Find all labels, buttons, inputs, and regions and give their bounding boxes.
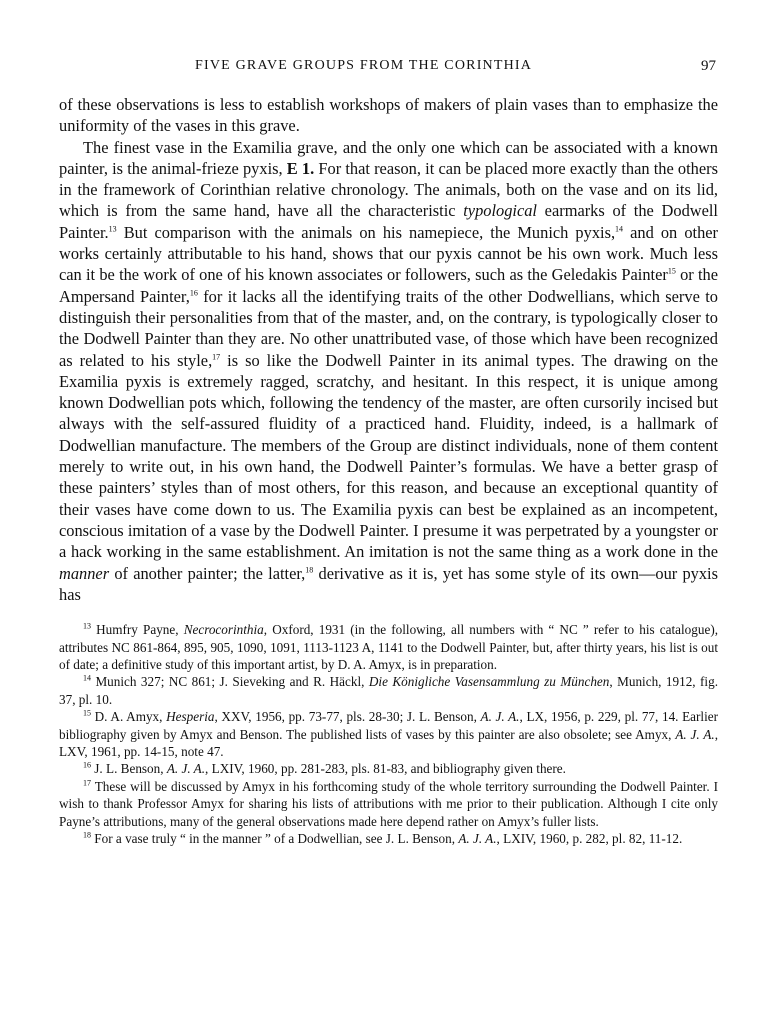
footnote-13	[59, 621, 718, 673]
text-run: J. L. Benson,	[91, 761, 167, 777]
footnote-ref-18[interactable]: 18	[305, 565, 314, 575]
text-run: or the Ampersand Painter,	[59, 265, 718, 306]
text-run: But comparison with the animals on his namepiece, the Munich pyxis,	[116, 222, 616, 242]
footnote-number: 16	[83, 760, 91, 770]
text-run: The finest vase in the Examilia grave, and the only one which can be associated with a known painter, is the animal-frieze pyxis,	[59, 137, 718, 178]
page-number: 97	[701, 58, 716, 74]
paragraph-text: of these observations is less to establish workshops of makers of plain vases than to emphasize the uniformity of the vases in this grave.	[59, 95, 718, 136]
text-run: derivative as it is, yet has some style of its own—our pyxis has	[59, 563, 718, 604]
work-title: A. J. A.	[458, 831, 497, 846]
footnote-16	[59, 760, 718, 777]
text-run: for it lacks all the identifying traits of the other Dodwellians, which serve to distinguish their personalities from that of the master, and, on the contrary, is typologically closer to the Dodwell Painter than they are. No other unattributed vase, of those which have been recognized as related to his style,	[59, 286, 718, 370]
paragraph-pyxis	[59, 137, 718, 606]
footnote-ref-15[interactable]: 15	[667, 266, 676, 276]
text-run: , LXV, 1961, pp. 14-15, note 47.	[59, 726, 718, 759]
footnote-ref-13[interactable]: 13	[108, 224, 117, 234]
footnote-number: 18	[83, 830, 91, 840]
text-run: Humfry Payne,	[91, 622, 184, 638]
text-run: , LX, 1956, p. 229, pl. 77, 14. Earlier bibliography given by Amyx and Benson. The published lists of vases by this painter are also obsolete; see Amyx,	[59, 709, 718, 742]
text-run: , Munich, 1912, fig. 37, pl. 10.	[59, 674, 718, 707]
text-run: Munich 327; NC 861; J. Sieveking and R. Häckl,	[91, 674, 369, 690]
work-title: Die Königliche Vasensammlung zu München	[368, 674, 610, 690]
footnote-number: 14	[83, 673, 91, 683]
text-run: of another painter; the latter,	[109, 563, 306, 583]
text-run: , LXIV, 1960, pp. 281-283, pls. 81-83, and bibliography given there.	[205, 761, 566, 777]
footnote-15	[59, 708, 718, 760]
text-run: earmarks of the Dodwell Painter.	[59, 201, 718, 242]
paragraph-continued	[59, 94, 718, 137]
footnotes	[59, 621, 718, 847]
work-title: A. J. A.	[675, 726, 715, 742]
footnote-number: 17	[83, 778, 91, 788]
text-run: For a vase truly “ in the manner ” of a Dodwellian, see J. L. Benson,	[91, 831, 459, 846]
footnote-number: 15	[83, 708, 91, 718]
work-title: Hesperia	[166, 709, 215, 725]
body-text	[59, 94, 718, 605]
footnote-17	[59, 778, 718, 830]
footnote-14	[59, 673, 718, 708]
text-run: These will be discussed by Amyx in his forthcoming study of the whole territory surrounding the Dodwell Painter. I wish to thank Professor Amyx for sharing his lists of attributions with me prior to their publication. Although I cite only Payne’s attributions, many of the general observations made here depend rather on Amyx’s fuller lists.	[59, 778, 718, 829]
text-run: For that reason, it can be placed more exactly than the others in the framework of Corinthian relative chronology. The animals, both on the vase and on its lid, which is from the same hand, have all the characteristic	[59, 158, 718, 221]
running-title: FIVE GRAVE GROUPS FROM THE CORINTHIA	[195, 58, 533, 73]
text-run: and on other works certainly attributable to his hand, shows that our pyxis cannot be his own work. Much less can it be the work of one of his known associates or followers, such as the Geledakis Painter	[59, 222, 719, 285]
text-run: is so like the Dodwell Painter in its animal types. The drawing on the Examilia pyxis is extremely ragged, scratchy, and hesitant. In this respect, it is unique among known Dodwellian pots which, following the tendency of the master, are often cursorily incised but always with the self-assured fluidity of a practiced hand. Fluidity, indeed, is a hallmark of Dodwellian manufacture. The members of the Group are distinct individuals, none of them content merely to write out, in his own hand, the Dodwell Painter’s formulas. We have a better grasp of these painters’ styles than of most others, for this reason, and because an exceptional quantity of their vases have come down to us. The Examilia pyxis can best be explained as an incompetent, conscious imitation of a vase by the Dodwell Painter. I presume it was perpetrated by a youngster or a hack working in the same establishment. An imitation is not the same thing as a work done in the	[59, 350, 718, 562]
italic-term: typological	[463, 201, 537, 221]
work-title: A. J. A.	[480, 709, 520, 725]
footnote-18	[59, 830, 718, 847]
italic-term: manner	[59, 563, 110, 583]
work-title: A. J. A.	[166, 761, 206, 777]
work-title: Necrocorinthia	[183, 622, 264, 638]
footnote-ref-17[interactable]: 17	[212, 352, 221, 362]
vase-reference: E 1.	[286, 158, 315, 178]
text-run: , Oxford, 1931 (in the following, all numbers with “ NC ” refer to his catalogue), attributes NC 861-864, 895, 905, 1090, 1091, 1113-1123 A, 1141 to the Dodwell Painter, but, after thirty years, his list is out of date; a definitive study of this important artist, by D. A. Amyx, is in preparation.	[59, 622, 719, 672]
footnote-ref-16[interactable]: 16	[189, 288, 198, 298]
running-head	[59, 56, 718, 80]
footnote-ref-14[interactable]: 14	[615, 224, 624, 234]
footnote-number: 13	[83, 621, 91, 631]
text-run: D. A. Amyx,	[91, 709, 167, 725]
text-run: , LXIV, 1960, p. 282, pl. 82, 11-12.	[496, 831, 683, 846]
text-run: , XXV, 1956, pp. 73-77, pls. 28-30; J. L. Benson,	[214, 709, 481, 725]
